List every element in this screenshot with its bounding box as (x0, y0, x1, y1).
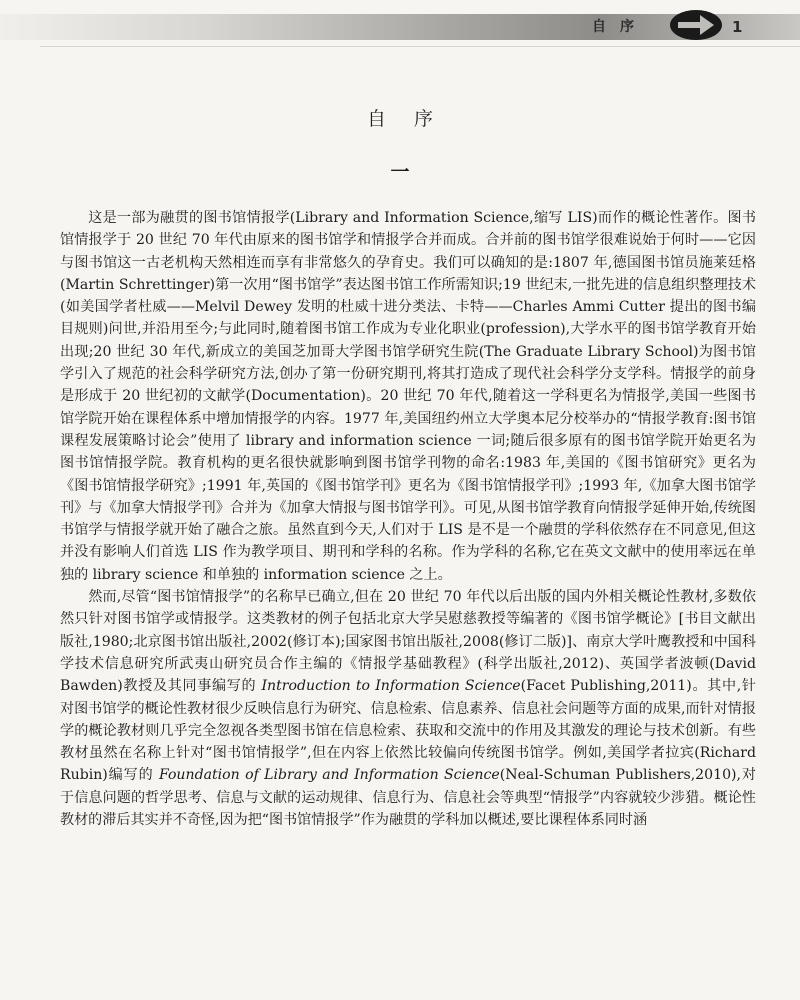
header-divider (40, 46, 800, 47)
book-title-italic: Introduction to Information Science (261, 678, 521, 695)
book-title-italic: Foundation of Library and Information Science (158, 767, 500, 784)
body-text (60, 207, 756, 831)
paragraph (60, 586, 756, 831)
right-arrow-icon (668, 8, 724, 42)
section-number: 一 (390, 161, 410, 183)
page-number: 1 (732, 18, 743, 36)
paragraph-text: (Facet Publishing,2011)。其中,针对图书馆学的概论性教材很少反映信息行为研究、信息检索、信息素养、信息社会问题等方面的成果,而针对情报学的概论教材则几乎完全忽视各类型图书馆在信息检索、获取和交流中的作用及其激发的理论与技术创新。有些教材虽然在名称上针对“图书馆情报学”,但在内容上依然比较偏向传统图书馆学。例如,美国学者拉宾(Richard Rubin)编写的 (60, 678, 756, 784)
paragraph-text: 然而,尽管“图书馆情报学”的名称早已确立,但在 20 世纪 70 年代以后出版的国内外相关概论性教材,多数依然只针对图书馆学或情报学。这类教材的例子包括北京大学吴慰慈教授等编著的《图书馆学概论》[书目文献出版社,1980;北京图书馆出版社,2002(修订本);国家图书馆出版社,2008(修订二版)]、南京大学叶鹰教授和中国科学技术信息研究所武夷山研究员合作主编的《情报学基础教程》(科学出版社,2012)、英国学者波顿(David Bawden)教授及其同事编写的 (60, 589, 756, 695)
paragraph (60, 207, 756, 586)
paragraph-text: 这是一部为融贯的图书馆情报学(Library and Information Science,缩写 LIS)而作的概论性著作。图书馆情报学于 20 世纪 70 年代由原来的图书馆学和情报学合并而成。合并前的图书馆学很难说始于何时——它因与图书馆这一古老机构天然相连而享有非常悠久的孕育史。我们可以确知的是:1807 年,德国图书馆员施莱廷格(Martin Schrettinger)第一次用“图书馆学”表达图书馆工作所需知识;19 世纪末,一批先进的信息组织整理技术(如美国学者杜威——Melvil Dewey 发明的杜威十进分类法、卡特——Charles Ammi Cutter 提出的图书编目规则)问世,并沿用至今;与此同时,随着图书馆工作成为专业化职业(profession),大学水平的图书馆学教育开始出现;20 世纪 30 年代,新成立的美国芝加哥大学图书馆学研究生院(The Graduate Library School)为图书馆学引入了规范的社会科学研究方法,创办了第一份研究期刊,将其打造成了现代社会科学分支学科。情报学的前身是形成于 20 世纪初的文献学(Documentation)。20 世纪 70 年代,随着这一学科更名为情报学,美国一些图书馆学院开始在课程体系中增加情报学的内容。1977 年,美国纽约州立大学奥本尼分校举办的“情报学教育:图书馆课程发展策略讨论会”使用了 library and information science 一词;随后很多原有的图书馆学院开始更名为图书馆情报学院。教育机构的更名很快就影响到图书馆学刊物的命名:1983 年,美国的《图书馆研究》更名为《图书馆情报学研究》;1991 年,英国的《图书馆学刊》更名为《图书馆情报学刊》;1993 年,《加拿大图书馆学刊》与《加拿大情报学刊》合并为《加拿大情报与图书馆学刊》。可见,从图书馆学教育向情报学延伸开始,传统图书馆学与情报学就开始了融合之旅。虽然直到今天,人们对于 LIS 是不是一个融贯的学科依然存在不同意见,但这并没有影响人们首选 LIS 作为教学项目、期刊和学科的名称。作为学科的名称,它在英文文献中的使用率远在单独的 library science 和单独的 information science 之上。 (60, 210, 756, 583)
chapter-title: 自序 (366, 108, 461, 130)
paragraph-text: (Neal-Schuman Publishers,2010),对于信息问题的哲学思考、信息与文献的运动规律、信息行为、信息社会等典型“情报学”内容就较少涉猎。概论性教材的滞后其实并不奇怪,因为把“图书馆情报学”作为融贯的学科加以概述,要比课程体系同时涵 (60, 767, 756, 829)
running-header-label: 自序 (592, 19, 648, 35)
